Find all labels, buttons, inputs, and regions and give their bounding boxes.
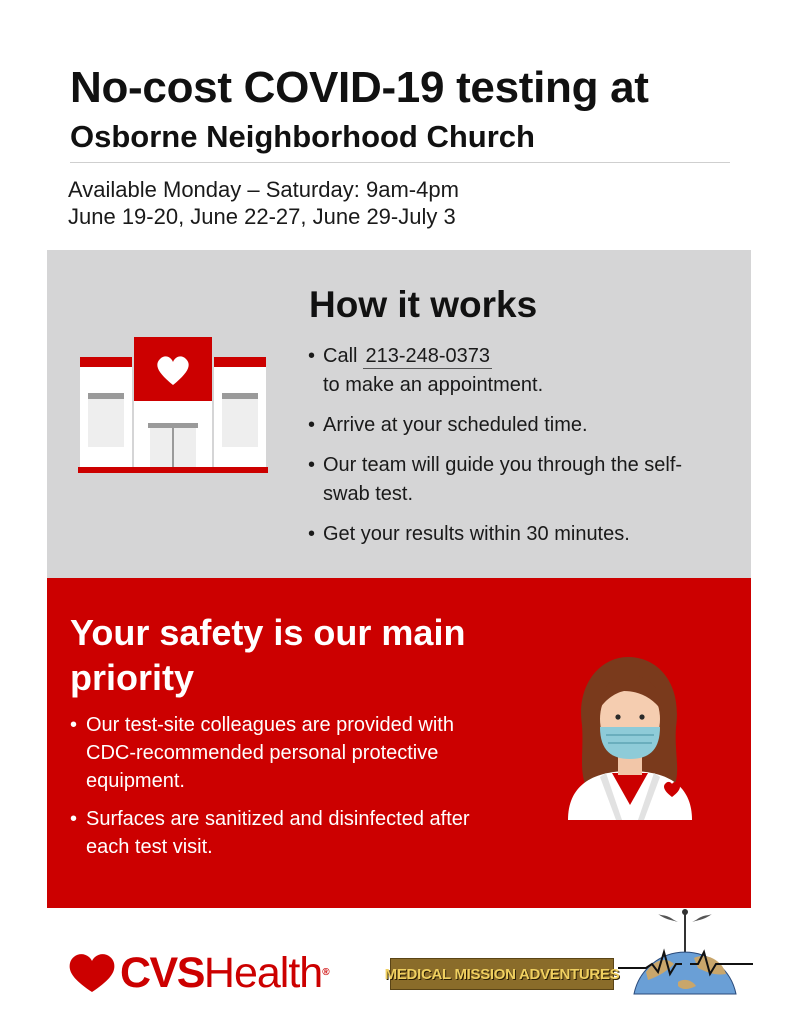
cvs-health-logo [68, 948, 328, 998]
cvs-health-wordmark [120, 948, 328, 998]
page-title: No-cost COVID-19 testing at [70, 63, 649, 112]
location-name: Osborne Neighborhood Church [70, 119, 535, 154]
availability-dates: June 19-20, June 22-27, June 29-July 3 [68, 204, 456, 229]
footer [0, 908, 800, 1035]
header [70, 62, 730, 156]
call-suffix: to make an appointment. [323, 374, 544, 396]
trademark-symbol: ® [322, 967, 329, 978]
cvs-wordmark-health: Health [203, 949, 323, 997]
cvs-heart-icon [68, 952, 116, 994]
masked-health-worker-icon [560, 655, 700, 825]
availability [68, 176, 459, 230]
list-item: • Our team will guide you through the self-swab test. [308, 451, 683, 509]
list-item: • Arrive at your scheduled time. [308, 411, 738, 440]
mma-globe-logo [618, 908, 753, 996]
list-item [308, 342, 738, 400]
availability-days: Available Monday – Saturday: 9am-4pm [68, 177, 459, 202]
header-divider [70, 162, 730, 163]
safety-list [70, 711, 520, 871]
cvs-store-icon [78, 335, 268, 475]
medical-mission-adventures-banner: MEDICAL MISSION ADVENTURES [390, 958, 614, 990]
call-label: Call [323, 345, 358, 367]
cvs-wordmark-bold: CVS [120, 949, 204, 997]
how-it-works-list [308, 342, 738, 560]
list-item: • Get your results within 30 minutes. [308, 520, 738, 549]
safety-title: Your safety is our main priority [70, 612, 466, 698]
list-item: • Our test-site colleagues are provided with CDC-recommended personal protective equipment. [70, 711, 496, 795]
phone-number[interactable]: 213-248-0373 [365, 345, 491, 367]
list-item: • Surfaces are sanitized and disinfected after each test visit. [70, 805, 506, 861]
how-it-works-title: How it works [309, 284, 538, 325]
